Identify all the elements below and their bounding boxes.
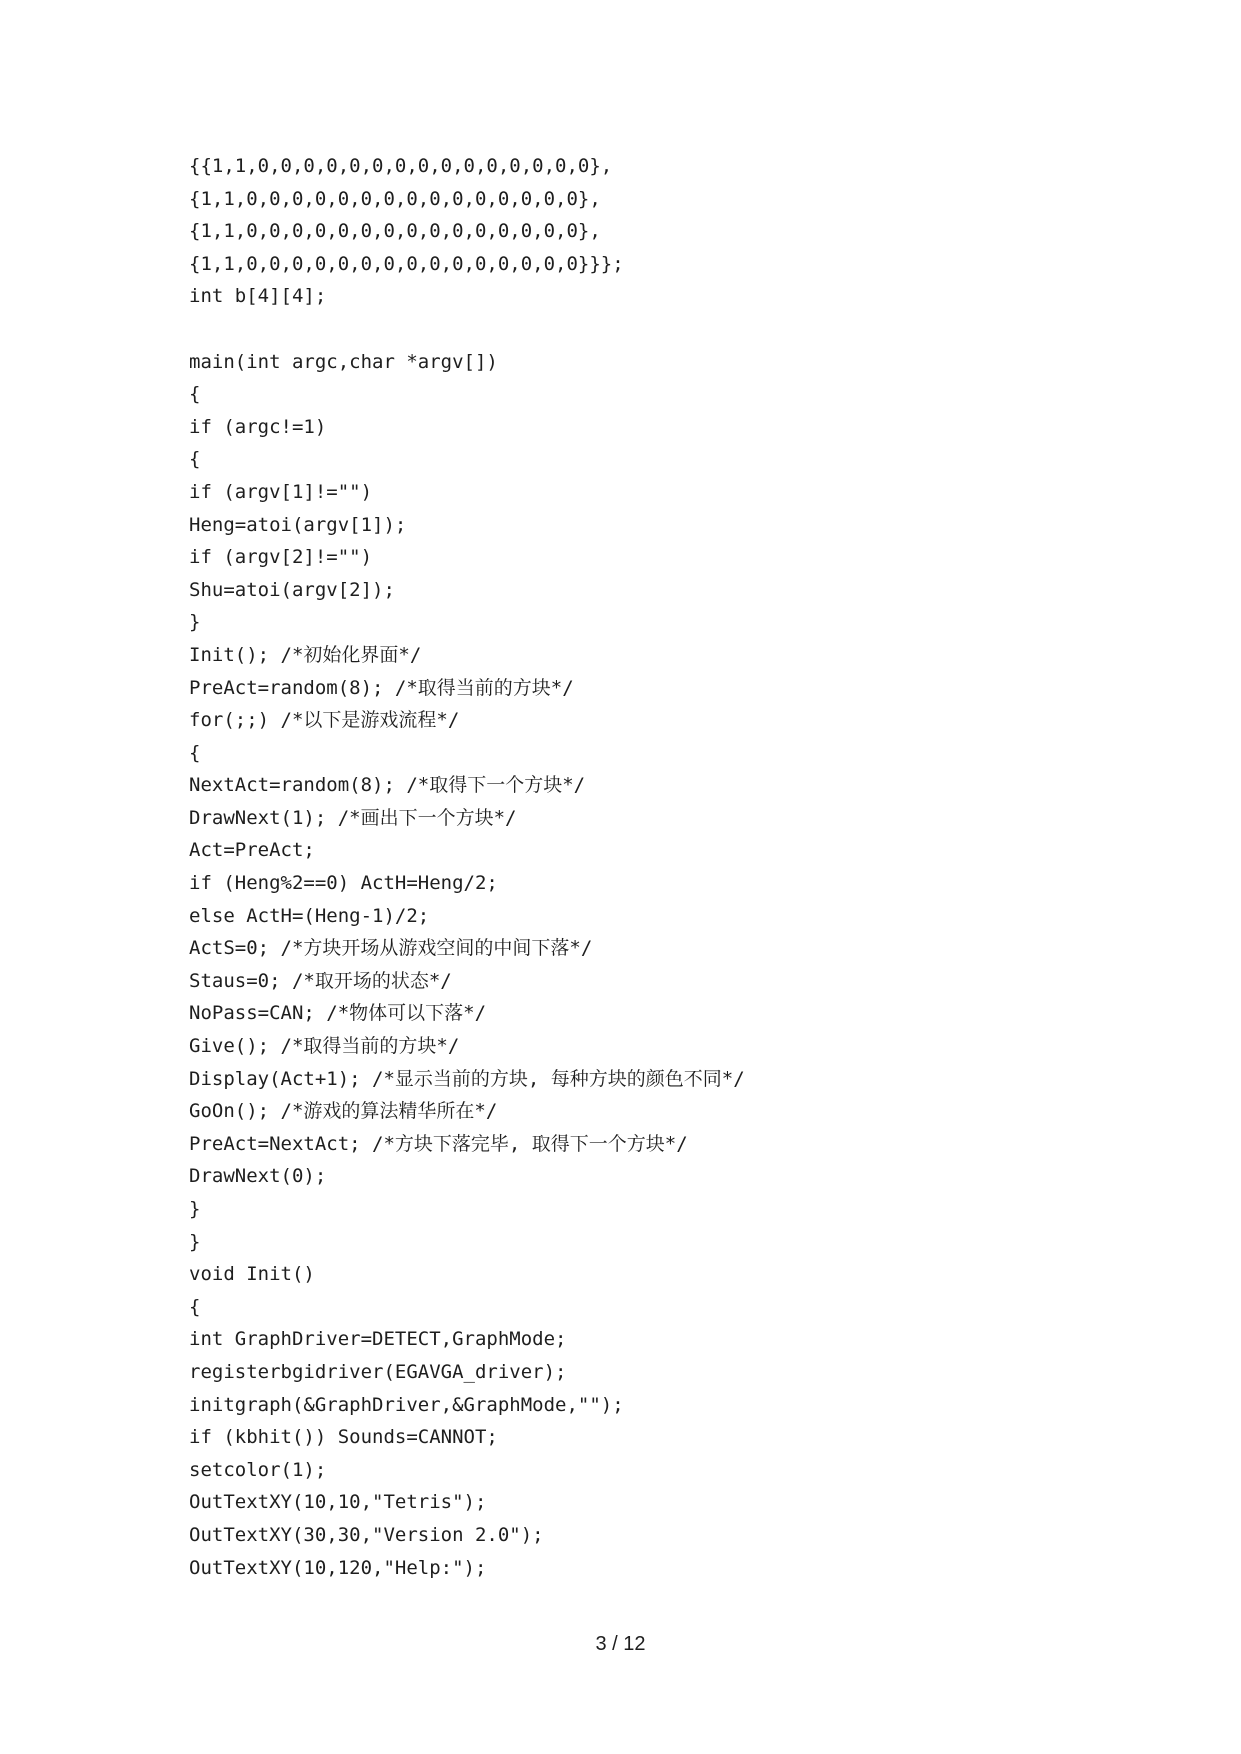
code-line: {1,1,0,0,0,0,0,0,0,0,0,0,0,0,0,0,0}}}; [189,252,624,275]
code-line: OutTextXY(30,30,"Version 2.0"); [189,1523,544,1546]
code-line: GoOn(); /*游戏的算法精华所在*/ [189,1100,498,1123]
code-line: for(;;) /*以下是游戏流程*/ [189,709,460,732]
code-line: setcolor(1); [189,1458,327,1481]
code-line: { [189,1295,201,1318]
code-line: if (kbhit()) Sounds=CANNOT; [189,1426,498,1449]
code-line: Display(Act+1); /*显示当前的方块, 每种方块的颜色不同*/ [189,1067,745,1090]
page-number: 3 / 12 [595,1633,646,1655]
code-line: main(int argc,char *argv[]) [189,350,498,373]
code-line: Act=PreAct; [189,839,315,862]
code-line: int GraphDriver=DETECT,GraphMode; [189,1328,567,1351]
code-line: } [189,1230,201,1253]
code-line: {1,1,0,0,0,0,0,0,0,0,0,0,0,0,0,0,0}, [189,187,601,210]
code-line: } [189,611,201,634]
code-line: { [189,741,201,764]
code-line [189,313,745,346]
code-line: int b[4][4]; [189,285,327,308]
code-line: { [189,448,201,471]
code-line: void Init() [189,1263,315,1286]
code-line: {{1,1,0,0,0,0,0,0,0,0,0,0,0,0,0,0,0}, [189,155,613,177]
code-line: else ActH=(Heng-1)/2; [189,904,430,927]
code-line: if (argv[1]!="") [189,480,373,503]
code-line: NextAct=random(8); /*取得下一个方块*/ [189,774,586,797]
code-line: registerbgidriver(EGAVGA_driver); [189,1360,567,1383]
code-line: ActS=0; /*方块开场从游戏空间的中间下落*/ [189,937,593,960]
code-line: Heng=atoi(argv[1]); [189,513,407,536]
code-line: DrawNext(0); [189,1165,327,1188]
code-line: Staus=0; /*取开场的状态*/ [189,969,452,992]
code-line: Init(); /*初始化界面*/ [189,643,422,666]
code-line: Shu=atoi(argv[2]); [189,578,395,601]
code-line: NoPass=CAN; /*物体可以下落*/ [189,1002,487,1025]
code-line: } [189,1198,201,1220]
code-line: {1,1,0,0,0,0,0,0,0,0,0,0,0,0,0,0,0}, [189,220,601,243]
code-line: Give(); /*取得当前的方块*/ [189,1035,460,1058]
code-line: OutTextXY(10,10,"Tetris"); [189,1491,487,1514]
code-line: OutTextXY(10,120,"Help:"); [189,1556,487,1579]
code-line: if (argc!=1) [189,415,327,438]
code-line: PreAct=NextAct; /*方块下落完毕, 取得下一个方块*/ [189,1132,688,1155]
code-line: if (Heng%2==0) ActH=Heng/2; [189,872,498,895]
code-line: initgraph(&GraphDriver,&GraphMode,""); [189,1393,624,1416]
code-line: DrawNext(1); /*画出下一个方块*/ [189,806,517,829]
code-line: PreAct=random(8); /*取得当前的方块*/ [189,676,574,699]
code-line: { [189,383,201,406]
code-listing [189,150,745,1584]
code-line: if (argv[2]!="") [189,546,373,569]
